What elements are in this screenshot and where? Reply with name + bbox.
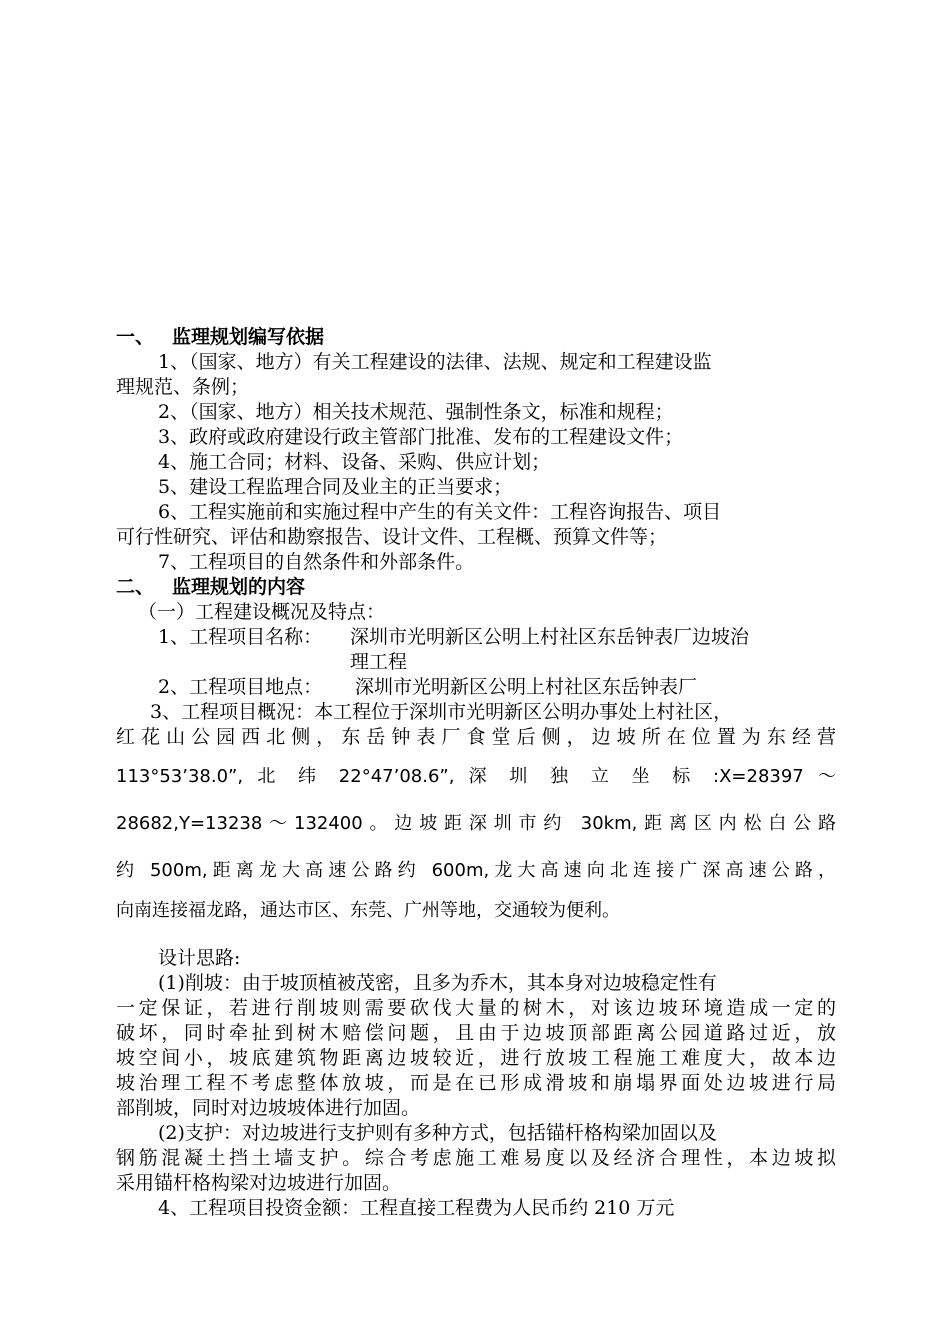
overview-line-6: 向南连接福龙路，通达市区、东莞、广州等地，交通较为便利。 <box>116 900 620 921</box>
project-name-label: 1、工程项目名称： <box>158 626 323 648</box>
section-1-number: 一、 <box>116 326 155 348</box>
overview-line-2: 红花山公园西北侧，东岳钟表厂食堂后侧，边坡所在位置为东经营 <box>116 726 836 748</box>
section-2-heading <box>116 575 836 599</box>
basis-item-1-cont: 理规范、条例； <box>116 376 250 398</box>
design-line-2: 一定保证，若进行削坡则需要砍伐大量的树木，对该边坡环境造成一定的 <box>116 997 836 1019</box>
basis-item-4: 4、施工合同；材料、设备、采购、供应计划； <box>158 451 551 473</box>
basis-item-3: 3、政府或政府建设行政主管部门批准、发布的工程建设文件； <box>158 426 684 448</box>
basis-item-1: 1、（国家、地方）有关工程建设的法律、法规、规定和工程建设监 <box>158 351 712 373</box>
section-2-title: 监理规划的内容 <box>172 576 306 598</box>
design-line-1: (1)削坡：由于坡顶植被茂密，且多为乔木，其本身对边坡稳定性有 <box>158 972 717 994</box>
project-site-value: 深圳市光明新区公明上村社区东岳钟表厂 <box>355 676 698 698</box>
project-name-value: 深圳市光明新区公明上村社区东岳钟表厂边坡治 <box>350 626 750 648</box>
basis-item-2: 2、（国家、地方）相关技术规范、强制性条文，标准和规程； <box>158 401 674 423</box>
design-line-7: (2)支护：对边坡进行支护则有多种方式，包括锚杆格构梁加固以及 <box>158 1122 717 1144</box>
design-line-4: 坡空间小，坡底建筑物距离边坡较近，进行放坡工程施工难度大，故本边 <box>116 1047 836 1069</box>
project-name-value-cont: 理工程 <box>350 651 408 673</box>
basis-item-7: 7、工程项目的自然条件和外部条件。 <box>158 551 475 573</box>
basis-item-5: 5、建设工程监理合同及业主的正当要求； <box>158 476 513 498</box>
project-site-label: 2、工程项目地点： <box>158 676 323 698</box>
overview-line-4: 28682,Y=13238～132400。边坡距深圳市约 30km,距离区内松白公路 <box>116 813 836 834</box>
design-line-5: 坡治理工程不考虑整体放坡，而是在已形成滑坡和崩塌界面处边坡进行局 <box>116 1072 836 1094</box>
investment-line: 4、工程项目投资金额：工程直接工程费为人民币约 210 万元 <box>158 1197 675 1219</box>
basis-item-6-cont: 可行性研究、评估和勘察报告、设计文件、工程概、预算文件等； <box>116 526 668 548</box>
design-line-6: 部削坡，同时对边坡坡体进行加固。 <box>116 1097 421 1119</box>
design-line-9: 采用锚杆格构梁对边坡进行加固。 <box>116 1172 402 1194</box>
design-title: 设计思路: <box>158 947 241 969</box>
basis-item-6: 6、工程实施前和实施过程中产生的有关文件：工程咨询报告、项目 <box>158 501 722 523</box>
overview-line-3: 113°53’38.0”, 北 纬 22°47’08.6”, 深 圳 独 立 坐 标 :X=28397 ～ <box>116 766 836 787</box>
design-line-3: 破坏，同时牵扯到树木赔偿问题，且由于边坡顶部距离公园道路过近，放 <box>116 1022 836 1044</box>
subsection-1-title: （一）工程建设概况及特点： <box>138 601 386 623</box>
section-1-heading <box>116 325 836 349</box>
section-2-number: 二、 <box>116 576 155 598</box>
overview-line-1: 3、工程项目概况：本工程位于深圳市光明新区公明办事处上村社区， <box>150 701 733 723</box>
overview-line-5: 约 500m,距离龙大高速公路约 600m,龙大高速向北连接广深高速公路， <box>116 860 836 881</box>
design-line-8: 钢筋混凝土挡土墙支护。综合考虑施工难易度以及经济合理性，本边坡拟 <box>116 1147 836 1169</box>
section-1-title: 监理规划编写依据 <box>172 326 325 348</box>
